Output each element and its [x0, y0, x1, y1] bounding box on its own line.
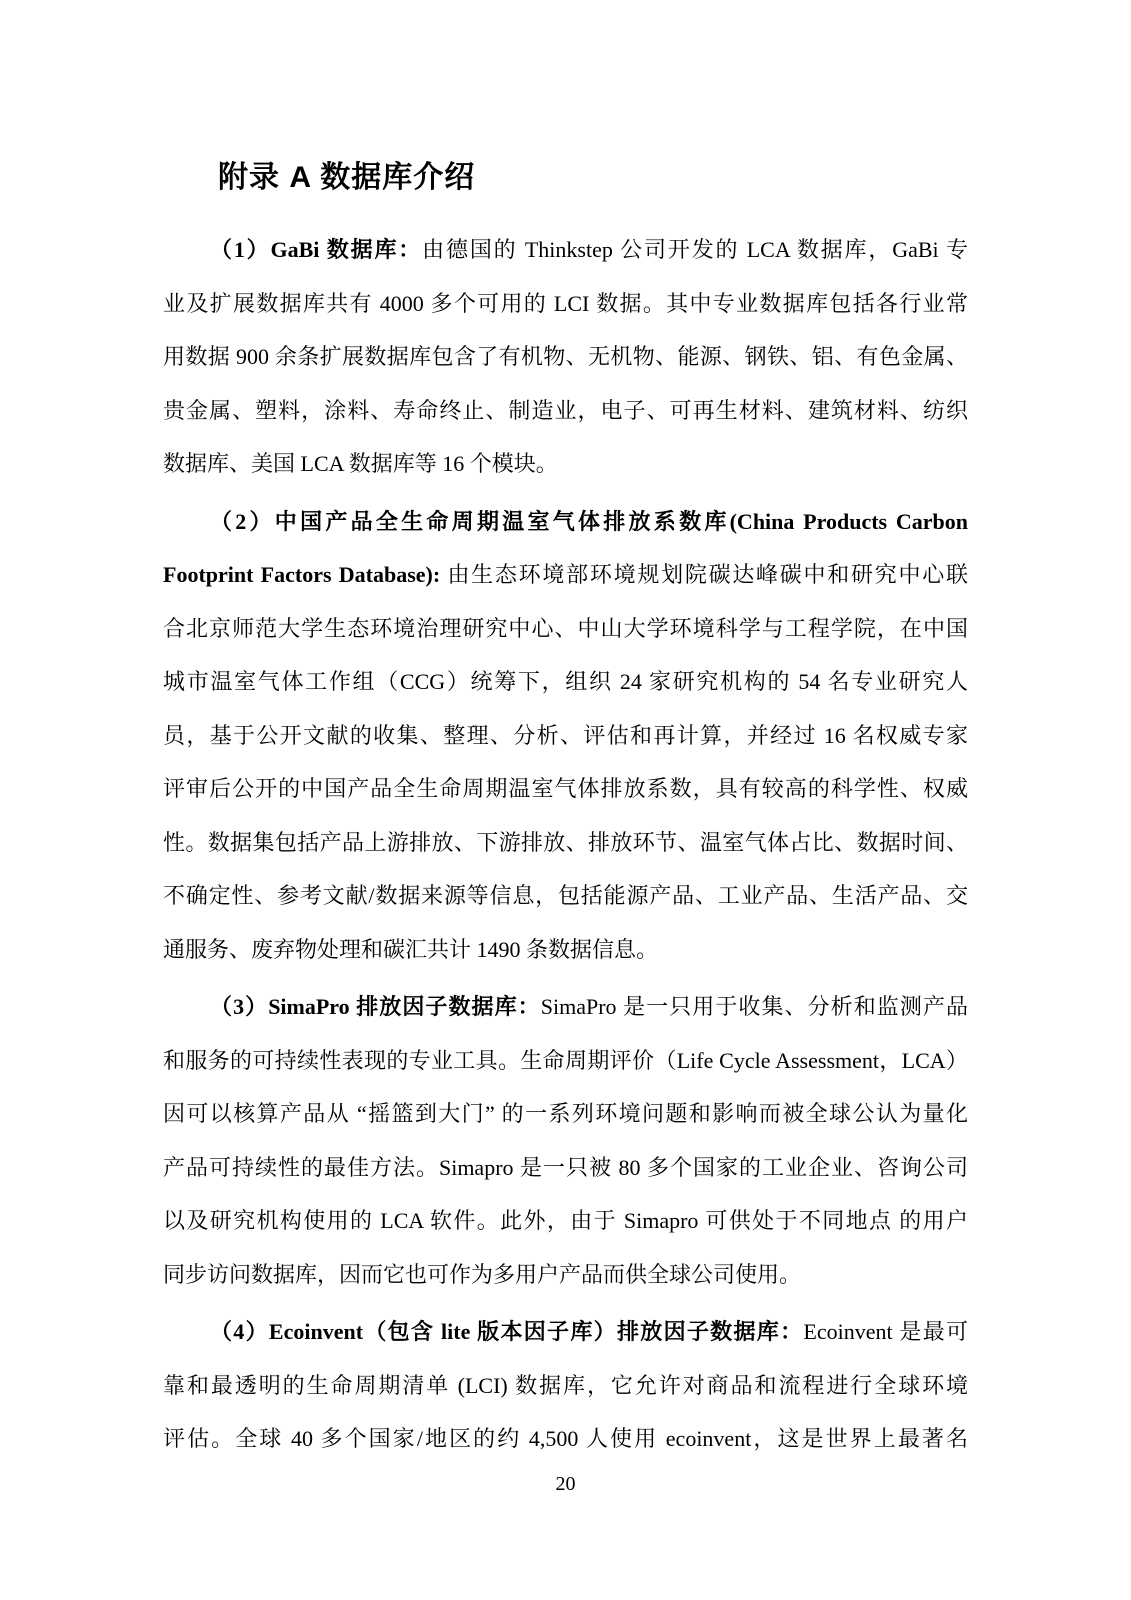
paragraph-line	[163, 223, 968, 277]
page-number: 20	[555, 1473, 576, 1495]
text-segment: Ecoinvent 是最可	[803, 1319, 968, 1344]
bold-text-segment: （4）Ecoinvent（包含 lite 版本因子库）排放因子数据库：	[210, 1319, 804, 1344]
text-segment: 城市温室气体工作组（CCG）统筹下，组织 24 家研究机构的 54 名专业研究人	[163, 669, 968, 694]
text-segment: SimaPro 是一只用于收集、分析和监测产品	[540, 994, 968, 1019]
bold-text-segment: Footprint Factors Database):	[163, 562, 441, 587]
text-segment: 用数据 900 余条扩展数据库包含了有机物、无机物、能源、钢铁、铝、有色金属、	[163, 344, 968, 369]
text-segment: 由生态环境部环境规划院碳达峰碳中和研究中心联	[440, 562, 968, 587]
paragraph-line	[163, 655, 968, 709]
paragraph-line	[163, 495, 968, 549]
text-segment: 因可以核算产品从 “摇篮到大门” 的一系列环境问题和影响而被全球公认为量化	[163, 1101, 968, 1126]
text-segment: 业及扩展数据库共有 4000 多个可用的 LCI 数据。其中专业数据库包括各行业常	[163, 290, 968, 316]
text-segment: 评估。全球 40 多个国家/地区的约 4,500 人使用 ecoinvent，这是世界上最著名	[163, 1426, 968, 1451]
paragraph-line	[163, 980, 968, 1034]
paragraph-line	[163, 923, 968, 977]
document-body	[163, 223, 968, 1466]
text-segment: 同步访问数据库，因而它也可作为多用户产品而供全球公司使用。	[163, 1261, 802, 1287]
paragraph-simapro-database	[163, 980, 968, 1301]
paragraph-china-products-carbon-footprint-factors-database	[163, 495, 968, 977]
text-segment: 靠和最透明的生命周期清单 (LCI) 数据库，它允许对商品和流程进行全球环境	[163, 1372, 968, 1398]
text-segment: 数据库、美国 LCA 数据库等 16 个模块。	[163, 451, 558, 476]
paragraph-gabi-database	[163, 223, 968, 491]
text-segment: 和服务的可持续性表现的专业工具。生命周期评价（Life Cycle Assessment，LCA）	[163, 1047, 968, 1073]
paragraph-line	[163, 277, 968, 331]
paragraph-line	[163, 1248, 968, 1302]
paragraph-line	[163, 1305, 968, 1359]
text-segment: 以及研究机构使用的 LCA 软件。此外，由于 Simapro 可供处于不同地点 的用户	[163, 1208, 968, 1233]
document-content	[163, 156, 968, 1470]
text-segment: 产品可持续性的最佳方法。Simapro 是一只被 80 多个国家的工业企业、咨询公司	[163, 1154, 968, 1180]
text-segment: 评审后公开的中国产品全生命周期温室气体排放系数，具有较高的科学性、权威	[163, 776, 968, 801]
text-segment: 合北京师范大学生态环境治理研究中心、中山大学环境科学与工程学院，在中国	[163, 615, 968, 641]
bold-text-segment: （1）GaBi 数据库：	[210, 237, 423, 262]
bold-text-segment: （3）SimaPro 排放因子数据库：	[210, 994, 541, 1019]
paragraph-line	[163, 437, 968, 491]
paragraph-ecoinvent-database	[163, 1305, 968, 1466]
paragraph-line	[163, 762, 968, 816]
bold-text-segment: （2）中国产品全生命周期温室气体排放系数库(China Products Carbon	[210, 508, 968, 534]
paragraph-line	[163, 816, 968, 870]
paragraph-line	[163, 1359, 968, 1413]
page-title: 附录 A 数据库介绍	[218, 161, 476, 194]
text-segment: 不确定性、参考文献/数据来源等信息，包括能源产品、工业产品、生活产品、交	[163, 883, 968, 908]
paragraph-line	[163, 602, 968, 656]
paragraph-line	[163, 1087, 968, 1141]
paragraph-line	[163, 384, 968, 438]
text-segment: 由德国的 Thinkstep 公司开发的 LCA 数据库，GaBi 专	[422, 237, 968, 262]
paragraph-line	[163, 548, 968, 602]
text-segment: 员，基于公开文献的收集、整理、分析、评估和再计算，并经过 16 名权威专家	[163, 722, 968, 748]
text-segment: 性。数据集包括产品上游排放、下游排放、排放环节、温室气体占比、数据时间、	[163, 829, 968, 855]
paragraph-line	[163, 330, 968, 384]
paragraph-line	[163, 1141, 968, 1195]
paragraph-line	[163, 709, 968, 763]
paragraph-line	[163, 1194, 968, 1248]
text-segment: 通服务、废弃物处理和碳汇共计 1490 条数据信息。	[163, 936, 659, 962]
paragraph-line	[163, 1034, 968, 1088]
paragraph-line	[163, 869, 968, 923]
text-segment: 贵金属、塑料，涂料、寿命终止、制造业，电子、可再生材料、建筑材料、纺织	[163, 397, 968, 423]
paragraph-line	[163, 1412, 968, 1466]
